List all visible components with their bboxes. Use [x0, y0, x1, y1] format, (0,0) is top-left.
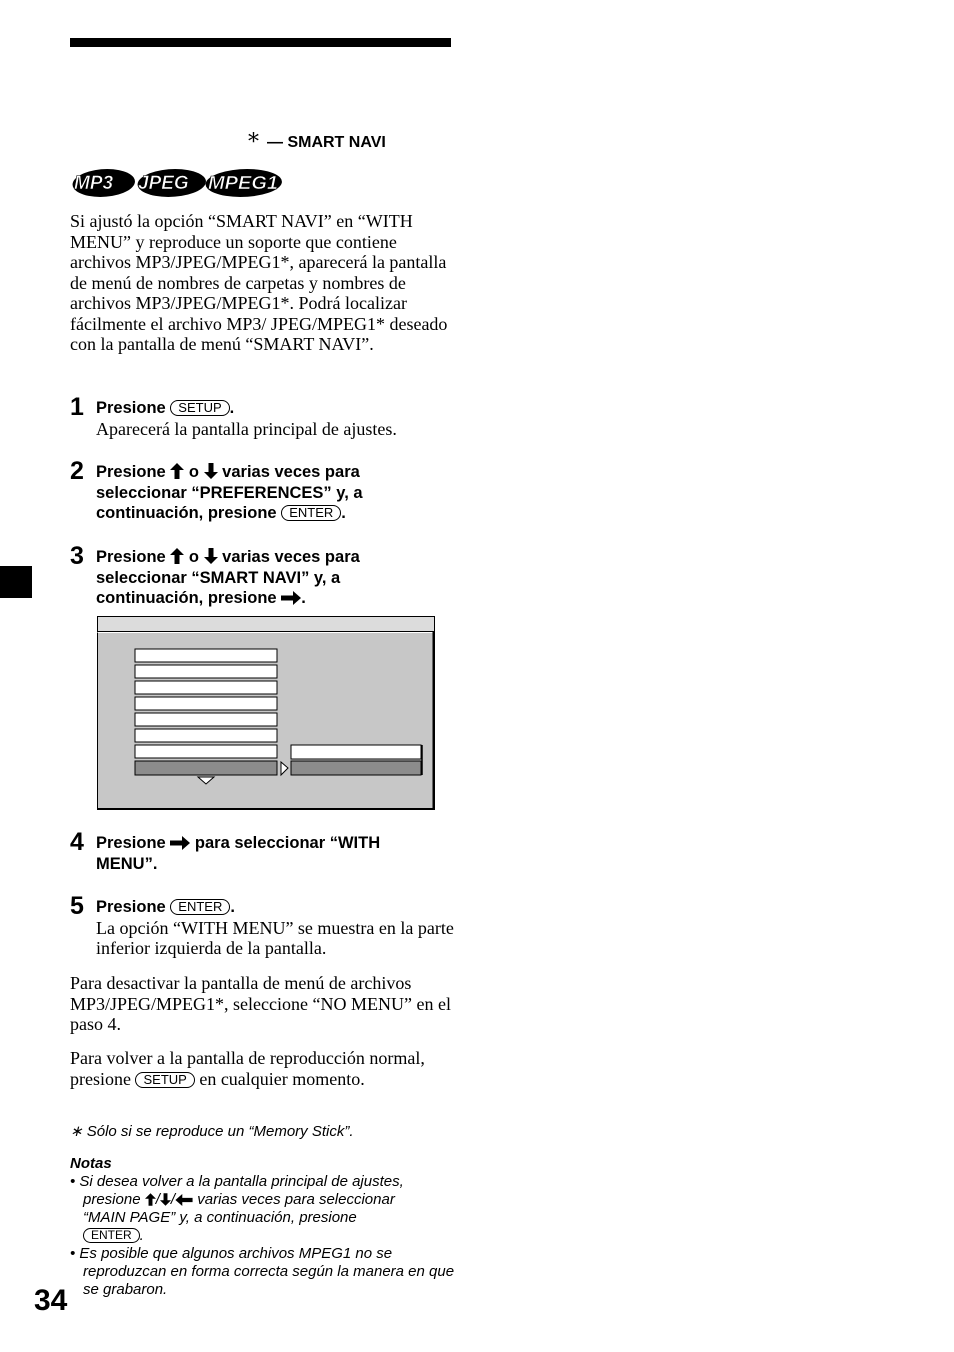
step-5-verb: Presione — [96, 898, 166, 916]
step-2-verb: Presione — [96, 463, 166, 481]
note-1-period: . — [139, 1227, 144, 1244]
step-2 — [96, 462, 456, 524]
note-1-line3: “MAIN PAGE” y, a continuación, presione — [83, 1209, 357, 1226]
footnote: ∗ Sólo si se reproduce un “Memory Stick”. — [70, 1123, 354, 1140]
step-2-rest: varias veces para — [222, 463, 360, 481]
setup-key: SETUP — [135, 1072, 194, 1088]
arrow-down-icon — [204, 548, 218, 564]
setting-list — [135, 649, 277, 758]
arrow-up-icon — [170, 463, 184, 479]
notes-block: Notas • Si desea volver a la pantalla principal de ajustes, presione / / varias veces para seleccionar “MAIN PAGE” y, a continuación, presione ENTER . • Es posible que algunos archivos MPEG1 no se reproduzcan en forma correcta según la manera en que se grabaron. — [70, 1155, 455, 1298]
enter-key: ENTER — [170, 899, 230, 915]
notes-title: Notas — [70, 1155, 112, 1172]
smart-navi-screen-illustration — [97, 616, 435, 810]
step-1 — [96, 398, 456, 439]
setting-row — [135, 681, 277, 694]
setting-row-highlighted — [135, 761, 277, 775]
format-logos — [70, 166, 290, 200]
step-4-number: 4 — [70, 828, 84, 856]
note-1-line1: • Si desea volver a la pantalla principal de ajustes, — [70, 1173, 404, 1190]
paragraph-disable-menu: Para desactivar la pantalla de menú de archivos MP3/JPEG/MPEG1*, seleccione “NO MENU” en el paso 4. — [70, 973, 451, 1034]
step-1-period: . — [229, 399, 235, 417]
step-3-line3: continuación, presione — [96, 589, 277, 607]
step-4 — [96, 833, 456, 874]
heading-title: — SMART NAVI — [267, 134, 386, 151]
setup-key: SETUP — [170, 400, 229, 416]
option-row-highlighted — [291, 761, 421, 775]
arrow-right-icon — [281, 591, 301, 605]
step-4-rest: para seleccionar “WITH — [194, 834, 381, 852]
step-2-or: o — [188, 463, 199, 481]
setting-row — [135, 665, 277, 678]
step-2-line3: continuación, presione — [96, 504, 277, 522]
note-2: • Es posible que algunos archivos MPEG1 no se reproduzcan en forma correcta según la manera en que se grabaron. — [70, 1245, 455, 1298]
paragraph-return — [70, 1048, 455, 1089]
setting-row — [135, 649, 277, 662]
logo-mpeg1: MPEG1 — [208, 173, 278, 193]
step-2-line2: seleccionar “PREFERENCES” y, a — [96, 483, 363, 502]
setting-row — [135, 713, 277, 726]
note-1-presione: presione — [83, 1191, 141, 1208]
setting-row — [135, 745, 277, 758]
intro-paragraph: Si ajustó la opción “SMART NAVI” en “WITH MENU” y reproduce un soporte que contiene archivos MP3/JPEG/MPEG1*, aparecerá la pantalla de menú de nombres de carpetas y nombres de archivos MP3/JPEG/MPEG1*. Podrá localizar fácilmente el archivo MP3/ JPEG/MPEG1* deseado con la pantalla de menú “SMART NAVI”. — [70, 211, 448, 354]
step-3-period: . — [301, 589, 306, 607]
return-text-a: Para volver a la pantalla de reproducción normal, presione — [70, 1048, 425, 1089]
section-heading — [248, 128, 458, 158]
step-3-number: 3 — [70, 542, 84, 570]
step-5-number: 5 — [70, 892, 84, 920]
enter-key: ENTER — [281, 505, 341, 521]
step-4-line2: MENU”. — [96, 854, 158, 873]
arrow-down-icon — [204, 463, 218, 479]
step-3-or: o — [188, 548, 199, 566]
step-5-period: . — [230, 898, 235, 916]
arrow-up-icon — [170, 548, 184, 564]
step-2-number: 2 — [70, 457, 84, 485]
arrow-up-icon — [145, 1193, 156, 1206]
setting-row — [135, 729, 277, 742]
step-2-period: . — [341, 504, 346, 522]
top-rule — [70, 38, 451, 47]
step-3-verb: Presione — [96, 548, 166, 566]
heading-asterisk: * — [248, 130, 259, 155]
step-3-line2: seleccionar “SMART NAVI” y, a — [96, 568, 341, 587]
step-5-result: La opción “WITH MENU” se muestra en la parte inferior izquierda de la pantalla. — [96, 917, 454, 958]
enter-key: ENTER — [83, 1228, 140, 1243]
return-text-b: en cualquier momento. — [199, 1068, 365, 1089]
step-3 — [96, 547, 456, 609]
arrow-down-icon — [160, 1193, 171, 1206]
option-row — [291, 745, 421, 759]
screen-title-bar — [98, 617, 435, 632]
logo-jpeg: JPEG — [138, 173, 189, 194]
step-3-rest: varias veces para — [222, 548, 360, 566]
step-1-result: Aparecerá la pantalla principal de ajustes. — [96, 418, 397, 439]
arrow-right-icon — [170, 836, 190, 850]
step-1-verb: Presione — [96, 399, 166, 417]
step-4-verb: Presione — [96, 834, 166, 852]
step-5 — [96, 897, 456, 959]
section-tab-marker — [0, 566, 32, 598]
note-1-rest: varias veces para seleccionar — [197, 1191, 395, 1208]
page-number: 34 — [34, 1284, 68, 1317]
step-1-number: 1 — [70, 393, 84, 421]
arrow-left-icon — [175, 1194, 193, 1206]
logo-mp3: MP3 — [74, 173, 114, 194]
setting-row — [135, 697, 277, 710]
